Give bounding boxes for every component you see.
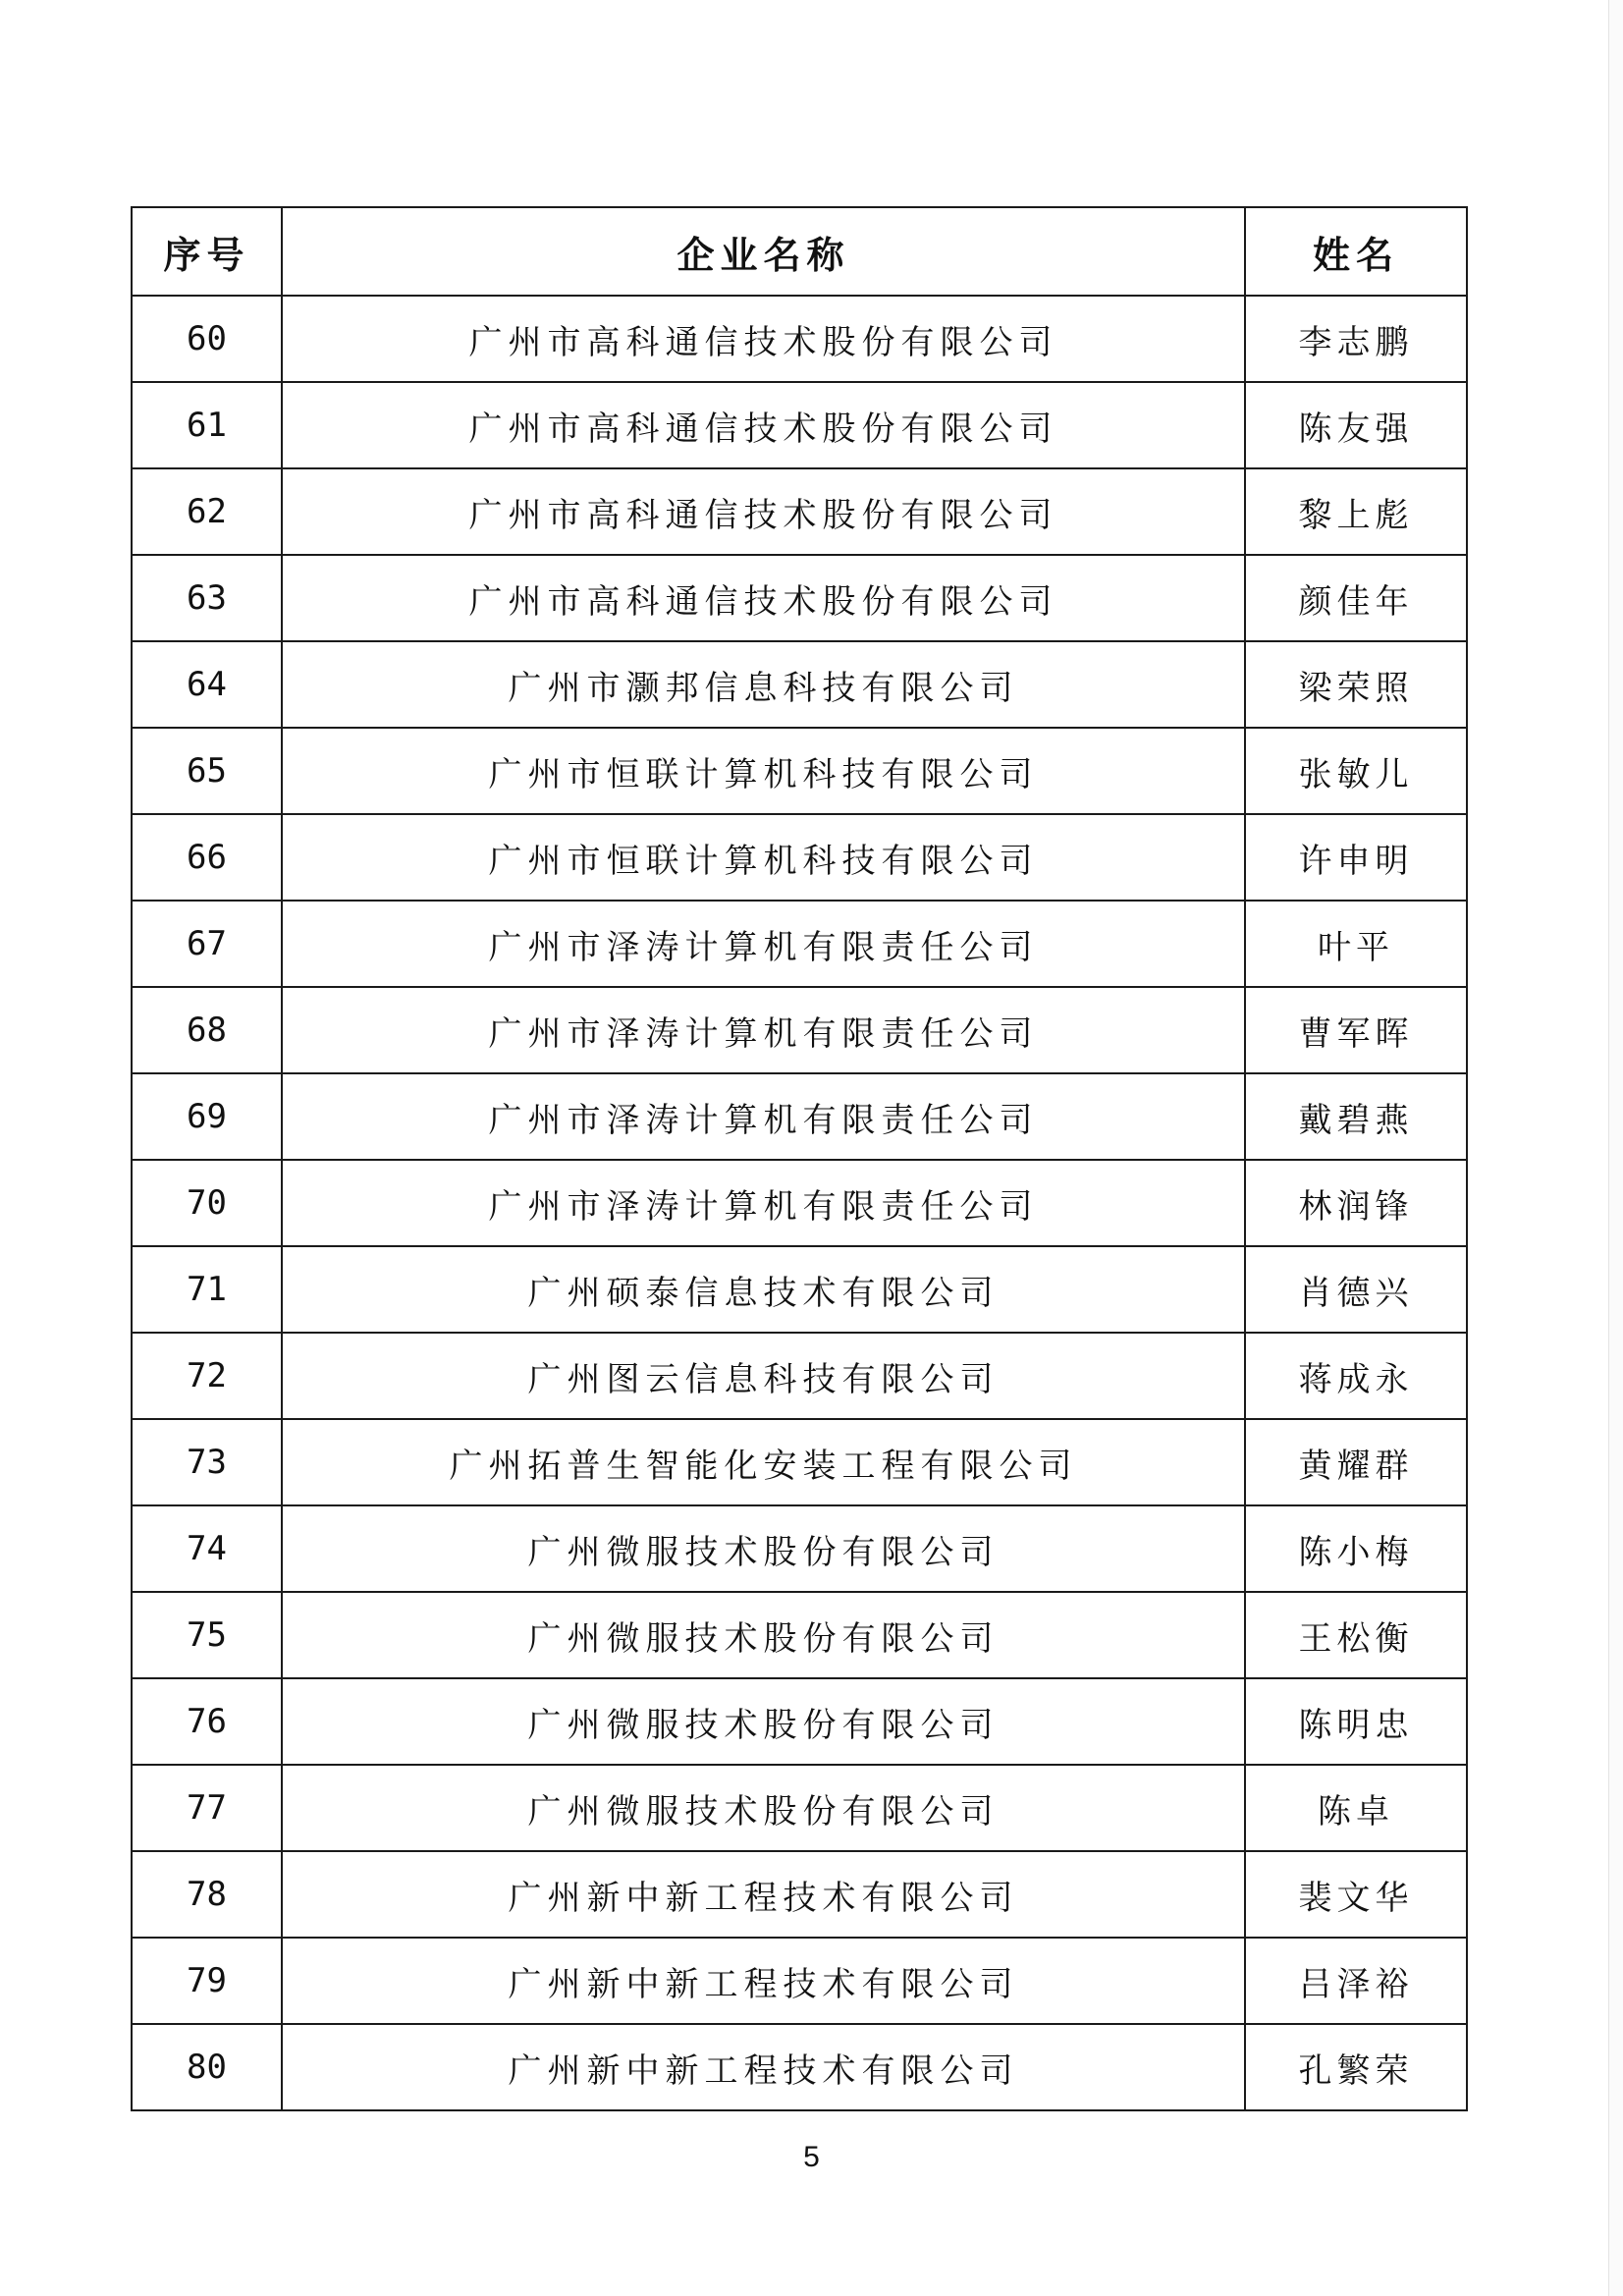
company-name-cell: 广州市高科通信技术股份有限公司 bbox=[282, 555, 1245, 641]
serial-number-cell: 71 bbox=[132, 1246, 282, 1333]
table-row bbox=[132, 296, 1467, 382]
serial-number-cell: 60 bbox=[132, 296, 282, 382]
table-row bbox=[132, 1419, 1467, 1505]
header-company-name: 企业名称 bbox=[282, 207, 1245, 296]
header-serial-number: 序号 bbox=[132, 207, 282, 296]
company-name-cell: 广州市高科通信技术股份有限公司 bbox=[282, 468, 1245, 555]
person-name-cell: 黄耀群 bbox=[1245, 1419, 1467, 1505]
person-name-cell: 王松衡 bbox=[1245, 1592, 1467, 1678]
company-name-cell: 广州市恒联计算机科技有限公司 bbox=[282, 728, 1245, 814]
table-row bbox=[132, 814, 1467, 901]
company-name-cell: 广州拓普生智能化安装工程有限公司 bbox=[282, 1419, 1245, 1505]
company-name-cell: 广州市泽涛计算机有限责任公司 bbox=[282, 901, 1245, 987]
table-row bbox=[132, 1765, 1467, 1851]
person-name-cell: 许申明 bbox=[1245, 814, 1467, 901]
table-row bbox=[132, 1938, 1467, 2024]
table-row bbox=[132, 1160, 1467, 1246]
company-name-cell: 广州微服技术股份有限公司 bbox=[282, 1505, 1245, 1592]
person-name-cell: 梁荣照 bbox=[1245, 641, 1467, 728]
page-edge bbox=[1608, 0, 1623, 2296]
serial-number-cell: 67 bbox=[132, 901, 282, 987]
table-row bbox=[132, 728, 1467, 814]
company-name-cell: 广州市恒联计算机科技有限公司 bbox=[282, 814, 1245, 901]
table-row bbox=[132, 1592, 1467, 1678]
serial-number-cell: 68 bbox=[132, 987, 282, 1073]
serial-number-cell: 66 bbox=[132, 814, 282, 901]
serial-number-cell: 69 bbox=[132, 1073, 282, 1160]
person-name-cell: 陈卓 bbox=[1245, 1765, 1467, 1851]
header-person-name: 姓名 bbox=[1245, 207, 1467, 296]
company-name-cell: 广州新中新工程技术有限公司 bbox=[282, 1851, 1245, 1938]
person-name-cell: 陈小梅 bbox=[1245, 1505, 1467, 1592]
table-row bbox=[132, 1073, 1467, 1160]
serial-number-cell: 62 bbox=[132, 468, 282, 555]
company-name-cell: 广州微服技术股份有限公司 bbox=[282, 1678, 1245, 1765]
person-name-cell: 林润锋 bbox=[1245, 1160, 1467, 1246]
table-row bbox=[132, 555, 1467, 641]
table-row bbox=[132, 641, 1467, 728]
serial-number-cell: 74 bbox=[132, 1505, 282, 1592]
company-name-cell: 广州市高科通信技术股份有限公司 bbox=[282, 296, 1245, 382]
person-name-cell: 陈友强 bbox=[1245, 382, 1467, 468]
table-row bbox=[132, 1678, 1467, 1765]
company-name-cell: 广州新中新工程技术有限公司 bbox=[282, 1938, 1245, 2024]
page-number: 5 bbox=[803, 2141, 820, 2173]
serial-number-cell: 63 bbox=[132, 555, 282, 641]
person-name-cell: 裴文华 bbox=[1245, 1851, 1467, 1938]
serial-number-cell: 76 bbox=[132, 1678, 282, 1765]
person-name-cell: 颜佳年 bbox=[1245, 555, 1467, 641]
serial-number-cell: 77 bbox=[132, 1765, 282, 1851]
company-name-cell: 广州微服技术股份有限公司 bbox=[282, 1592, 1245, 1678]
header-row bbox=[132, 207, 1467, 296]
company-name-cell: 广州市高科通信技术股份有限公司 bbox=[282, 382, 1245, 468]
serial-number-cell: 65 bbox=[132, 728, 282, 814]
person-name-cell: 叶平 bbox=[1245, 901, 1467, 987]
person-name-cell: 陈明忠 bbox=[1245, 1678, 1467, 1765]
serial-number-cell: 75 bbox=[132, 1592, 282, 1678]
serial-number-cell: 64 bbox=[132, 641, 282, 728]
company-name-cell: 广州新中新工程技术有限公司 bbox=[282, 2024, 1245, 2110]
roster-table bbox=[131, 206, 1468, 2111]
table-body bbox=[132, 296, 1467, 2110]
table-row bbox=[132, 1505, 1467, 1592]
table-header bbox=[132, 207, 1467, 296]
table-row bbox=[132, 1851, 1467, 1938]
company-name-cell: 广州市泽涛计算机有限责任公司 bbox=[282, 987, 1245, 1073]
table-row bbox=[132, 468, 1467, 555]
table-row bbox=[132, 2024, 1467, 2110]
company-name-cell: 广州市泽涛计算机有限责任公司 bbox=[282, 1160, 1245, 1246]
serial-number-cell: 61 bbox=[132, 382, 282, 468]
person-name-cell: 肖德兴 bbox=[1245, 1246, 1467, 1333]
person-name-cell: 蒋成永 bbox=[1245, 1333, 1467, 1419]
person-name-cell: 曹军晖 bbox=[1245, 987, 1467, 1073]
serial-number-cell: 70 bbox=[132, 1160, 282, 1246]
serial-number-cell: 80 bbox=[132, 2024, 282, 2110]
serial-number-cell: 79 bbox=[132, 1938, 282, 2024]
person-name-cell: 吕泽裕 bbox=[1245, 1938, 1467, 2024]
serial-number-cell: 73 bbox=[132, 1419, 282, 1505]
person-name-cell: 张敏儿 bbox=[1245, 728, 1467, 814]
company-name-cell: 广州硕泰信息技术有限公司 bbox=[282, 1246, 1245, 1333]
serial-number-cell: 78 bbox=[132, 1851, 282, 1938]
company-name-cell: 广州市灏邦信息科技有限公司 bbox=[282, 641, 1245, 728]
company-name-cell: 广州图云信息科技有限公司 bbox=[282, 1333, 1245, 1419]
person-name-cell: 孔繁荣 bbox=[1245, 2024, 1467, 2110]
company-name-cell: 广州市泽涛计算机有限责任公司 bbox=[282, 1073, 1245, 1160]
table-row bbox=[132, 382, 1467, 468]
table-row bbox=[132, 987, 1467, 1073]
table-row bbox=[132, 1246, 1467, 1333]
person-name-cell: 戴碧燕 bbox=[1245, 1073, 1467, 1160]
person-name-cell: 李志鹏 bbox=[1245, 296, 1467, 382]
person-name-cell: 黎上彪 bbox=[1245, 468, 1467, 555]
table-row bbox=[132, 901, 1467, 987]
serial-number-cell: 72 bbox=[132, 1333, 282, 1419]
company-name-cell: 广州微服技术股份有限公司 bbox=[282, 1765, 1245, 1851]
table-row bbox=[132, 1333, 1467, 1419]
